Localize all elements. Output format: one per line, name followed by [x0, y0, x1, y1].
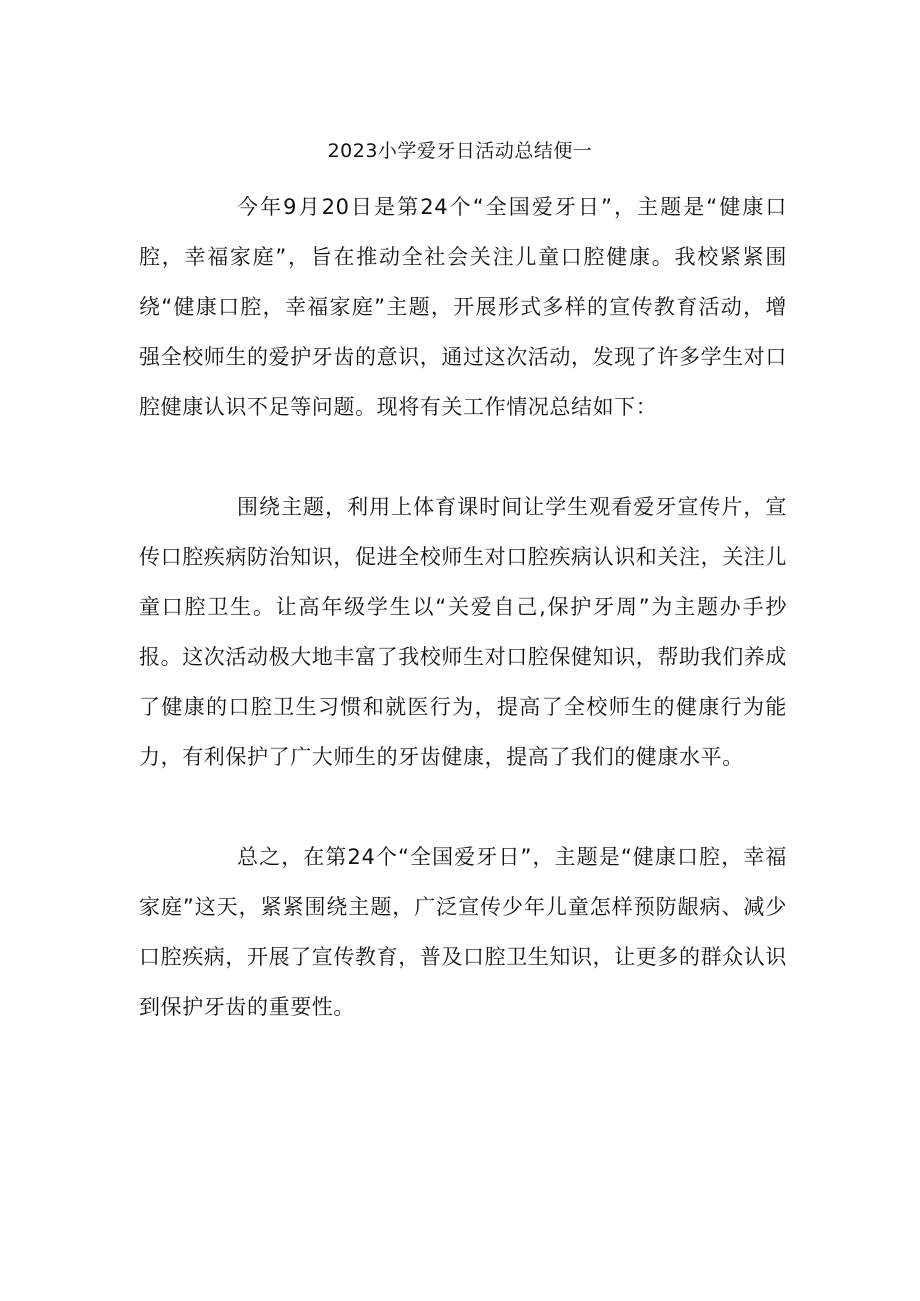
paragraph-conclusion: 总之，在第24个“全国爱牙日”，主题是“健康口腔，幸福家庭”这天，紧紧围绕主题，广泛宣传少年儿童怎样预防龈病、减少口腔疾病，开展了宣传教育，普及口腔卫生知识，让更多的群众认识到保护牙齿的重要性。 [139, 845, 787, 1019]
paragraph-intro: 今年9月20日是第24个“全国爱牙日”，主题是“健康口腔，幸福家庭”，旨在推动全社会关注儿童口腔健康。我校紧紧围绕“健康口腔，幸福家庭”主题，开展形式多样的宣传教育活动，增强全校师生的爱护牙齿的意识，通过这次活动，发现了许多学生对口腔健康认识不足等问题。现将有关工作情况总结如下： [139, 195, 787, 419]
document-title: 2023小学爱牙日活动总结便一 [327, 140, 593, 162]
paragraph-activities: 围绕主题，利用上体育课时间让学生观看爱牙宣传片，宣传口腔疾病防治知识，促进全校师生对口腔疾病认识和关注，关注儿童口腔卫生。让高年级学生以“关爱自己,保护牙周”为主题办手抄报。这次活动极大地丰富了我校师生对口腔保健知识，帮助我们养成了健康的口腔卫生习惯和就医行为，提高了全校师生的健康行为能力，有利保护了广大师生的牙齿健康，提高了我们的健康水平。 [139, 495, 787, 769]
